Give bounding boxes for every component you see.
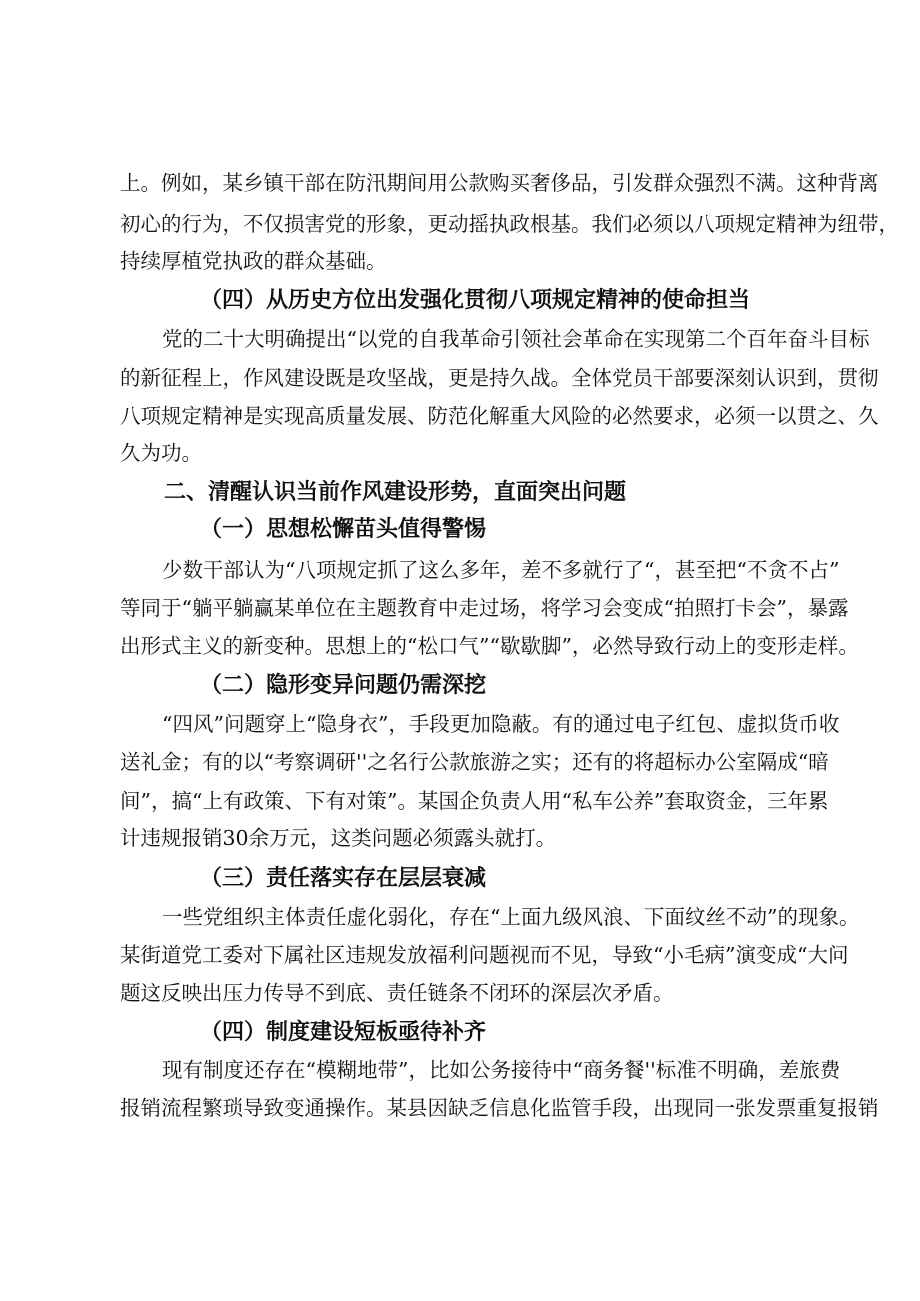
paragraph-line: 题这反映出压力传导不到底、责任链条不闭环的深层次矛盾。: [120, 981, 674, 1005]
paragraph-line: 久为功。: [120, 441, 202, 465]
paragraph-line: 持续厚植党执政的群众基础。: [120, 249, 387, 273]
section-heading: （二）隐形变异问题仍需深挖: [200, 672, 487, 698]
paragraph-line: 八项规定精神是实现高质量发展、防范化解重大风险的必然要求，必须一以贯之、久: [120, 404, 879, 428]
paragraph-line: 党的二十大明确提出“以党的自我革命引领社会革命在实现第二个百年奋斗目标: [162, 327, 870, 351]
paragraph-line: 上。例如，某乡镇干部在防汛期间用公款购买奢侈品，引发群众强烈不满。这种背离: [120, 171, 879, 195]
paragraph-line: 出形式主义的新变种。思想上的“松口气”“歇歇脚”，必然导致行动上的变形走样。: [120, 634, 859, 658]
paragraph-line: 间”，搞“上有政策、下有对策”。某国企负责人用“私车公养”套取资金，三年累: [120, 789, 829, 813]
section-heading: （四）制度建设短板亟待补齐: [200, 1019, 487, 1045]
paragraph-line: 报销流程繁琐导致变通操作。某县因缺乏信息化监管手段，出现同一张发票重复报销: [120, 1096, 879, 1120]
paragraph-line: 计违规报销30余万元，这类问题必须露头就打。: [120, 826, 557, 850]
section-heading: （四）从历史方位出发强化贯彻八项规定精神的使命担当: [200, 287, 751, 313]
paragraph-line: 的新征程上，作风建设既是攻坚战，更是持久战。全体党员干部要深刻认识到，贯彻: [120, 366, 879, 390]
paragraph-line: 少数干部认为“八项规定抓了这么多年，差不多就行了“，甚至把“不贪不占”: [162, 558, 840, 582]
paragraph-line: 现有制度还存在“模糊地带”，比如公务接待中“商务餐''标准不明确，差旅费: [162, 1058, 841, 1082]
paragraph-line: 某街道党工委对下属社区违规发放福利问题视而不见，导致“小毛病”演变成“大问: [120, 943, 849, 967]
paragraph-line: 初心的行为，不仅损害党的形象，更动摇执政根基。我们必须以八项规定精神为纽带，: [120, 212, 899, 236]
paragraph-line: 送礼金；有的以“考察调研''之名行公款旅游之实；还有的将超标办公室隔成“暗: [120, 750, 829, 774]
paragraph-line: 等同于“躺平躺赢某单位在主题教育中走过场，将学习会变成“拍照打卡会”，暴露: [120, 596, 849, 620]
paragraph-line: “四风”问题穿上“隐身衣”，手段更加隐蔽。有的通过电子红包、虚拟货币收: [162, 712, 840, 736]
section-heading: （三）责任落实存在层层衰减: [200, 865, 487, 891]
chapter-heading: 二、清醒认识当前作风建设形势，直面突出问题: [164, 480, 627, 505]
paragraph-line: 一些党组织主体责任虚化弱化，存在“上面九级风浪、下面纹丝不动”的现象。: [162, 905, 860, 929]
section-heading: （一）思想松懈苗头值得警惕: [200, 516, 487, 542]
